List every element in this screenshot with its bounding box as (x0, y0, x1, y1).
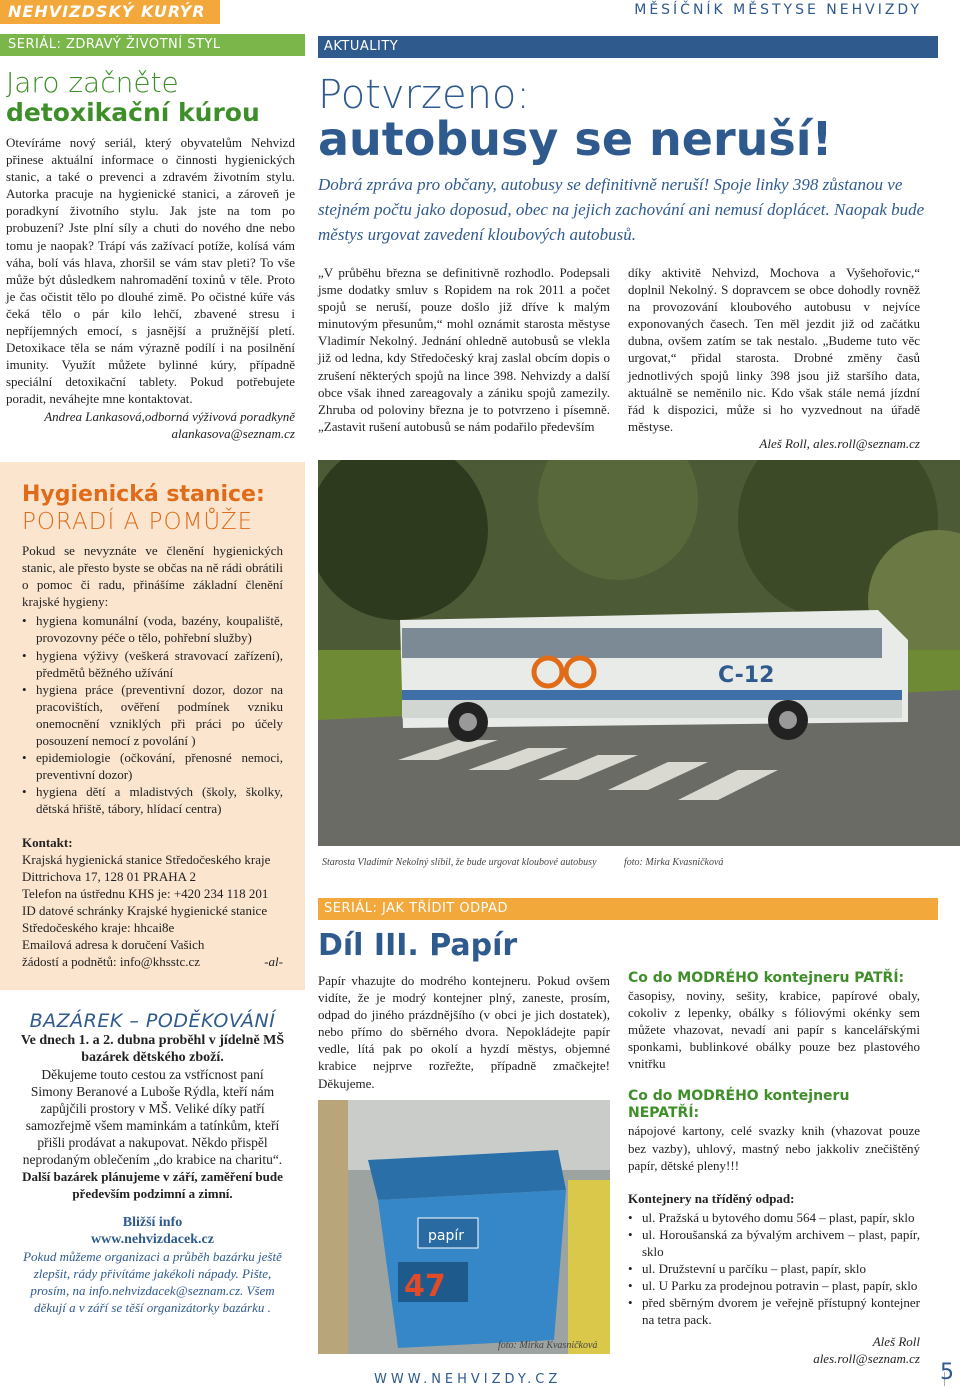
aktuality-title-bold: autobusy se neruší! (318, 112, 833, 166)
hygiene-subtitle: PORADÍ A POMŮŽE (22, 509, 254, 535)
list-item: • hygiena komunální (voda, bazény, koupaliště, provozovny péče o tělo, pohřební služby) (22, 612, 283, 646)
list-item: • hygiena dětí a mladistvých (školy, školky, dětská hřiště, tábory, hlídací centra) (22, 783, 283, 817)
hygiene-contact-line: ID datové schránky Krajské hygienické stanice Středočeského kraje: hhcai8e (22, 902, 268, 935)
serial-health-title-bold: detoxikační kúrou (6, 98, 260, 127)
masthead: NEHVIZDSKÝ KURÝR (0, 0, 220, 24)
places-list (628, 1209, 920, 1329)
page-number: 5 (940, 1360, 954, 1385)
odpad-email[interactable]: ales.roll@seznam.cz (813, 1350, 920, 1366)
serial-health (0, 34, 305, 442)
hygiene-intro: Pokud se nevyznáte ve členění hygienických stanic, ale přesto byste se občas na ně rádi obrátili o pomoc či radu, přinášíme základní členění krajské hygieny: (22, 543, 283, 610)
bazar-italic: Pokud můžeme organizaci a průběh bazárku ještě zlepšit, rády přivítáme jakékoli nápady. Pište, prosím, na info.nehvizdacek@seznam.cz. Všem děkují a v září se těší organizátorky bazárku . (23, 1249, 282, 1315)
bazar-text-1: Děkujeme touto cestou za vstřícnost paní Simony Beranové a Luboše Rýdla, kteří nám zapůjčili prostory v MŠ. Veliké díky patří samozřejmě všem maminkám a tatínkům, kteří přišli prodávat a nakupovat. Někdo přispěl neprodaným oblečením „do krabice na charitu“. (22, 1067, 283, 1167)
aktuality-author: Aleš Roll, ales.roll@seznam.cz (759, 435, 920, 451)
hygiene-contact-line: Telefon na ústřednu KHS je: +420 234 118 201 (22, 885, 269, 901)
bazar-bold-1: Ve dnech 1. a 2. dubna proběhl v jídelně MŠ bazárek dětského zboží. (20, 1033, 285, 1065)
aktuality-col-2: díky aktivitě Nehvizd, Mochova a Vyšehořovic,“ doplnil Nekolný. S dopravcem se obce dohodly rovněž na provozování kloubového autobusu v nejvíce exponovaných časech. Ten měl jezdit již od začátku dubna, ovšem zatím se tak nestalo. „Budeme tuto věc urgovat,“ přidal starosta. Drobné změny časů jednotlivých spojů linky 398 jsou již staršího data, aktuálně se neměnilo nic. Kdo však stále nemá jízdní řád k dispozici, může si ho vyzvednout na úřadě městyse. (628, 265, 920, 434)
list-item: • hygiena výživy (veškerá stravovací zařízení), předmětů běžného užívání (22, 647, 283, 681)
list-item: • ul. Družstevní u parčíku – plast, papír, sklo (628, 1260, 920, 1277)
list-item: • hygiena práce (preventivní dozor, dozor na pracovištích, ověření podmínek vzniku onemocnění vzniklých při práci po účely posouzení nemocí z povolání ) (22, 681, 283, 749)
hygiene-contact-line: Krajská hygienická stanice Středočeského kraje (22, 851, 271, 867)
aktuality-col-1: „V průběhu března se definitivně rozhodlo. Podepsali jsme dodatky smluv s Ropidem na rok 2011 a počet spojů se neruší, pouze došlo již dříve k malým minutovým přesunům,“ mohl oznámit starosta městyse Vladimír Nekolný. Jednání ohledně autobusů se vlekla již od ledna, kdy Středočeský kraj zaslal obcím dopis o zrušení některých spojů na lince 398. Nehvizdy a další obce však ihned zareagovaly a zániku spojů zamezily. Zhruba od poloviny března je to potvrzeno i písemně. „Zastavit rušení autobusů se nám podařilo především (318, 265, 610, 434)
bazar-section (0, 1010, 305, 1316)
bus-photo-credit: foto: Mirka Kvasničková (624, 857, 724, 868)
odpad-author: Aleš Roll (872, 1333, 920, 1349)
odpad-right-column (628, 970, 920, 1367)
odpad-text: Papír vhazujte do modrého kontejneru. Pokud ovšem vidíte, že je modrý kontejner plný, zaneste, prosím, odpad do jiného prázdnějšího (v obci je jich dostatek), nebo přímo do sběrného dvora. Nepokládejte papír vedle, lítá pak po okolí a hyzdí městys, objemné krabice nejprve rozřežte, případně zmačkejte! Děkujeme. (318, 973, 610, 1091)
bus-illustration (400, 610, 908, 742)
bins-photo-credit: foto: Mirka Kvasničková (498, 1340, 598, 1351)
aktuality-col-2-wrap (628, 264, 920, 452)
list-item: • před sběrným dvorem je veřejně přístupný kontejner na tetra pack. (628, 1294, 920, 1328)
bin-number: 47 (404, 1269, 446, 1304)
footer-web[interactable]: WWW.NEHVIZDY.CZ (374, 1372, 562, 1387)
odpad-label: SERIÁL: JAK TŘÍDIT ODPAD (318, 898, 938, 920)
bazar-web-link[interactable]: www.nehvizdacek.cz (91, 1232, 214, 1247)
hygiene-contact-label: Kontakt: (22, 834, 73, 850)
bins-photo (318, 1100, 610, 1354)
hygiene-contact-line: Dittrichova 17, 128 01 PRAHA 2 (22, 868, 197, 884)
hygiene-box (0, 462, 305, 990)
bus-photo (318, 460, 960, 846)
places-title: Kontejnery na tříděný odpad: (628, 1190, 795, 1206)
aktuality-title-thin: Potvrzeno: (318, 72, 530, 118)
bazar-info-label: Bližší info (122, 1215, 183, 1230)
no-text: nápojové kartony, celé svazky knih (vhazovat pouze bez vazby), uhlový, mastný nebo jakkoliv znečištěný papír, dětské pleny!!! (628, 1123, 920, 1173)
hygiene-title: Hygienická stanice: (22, 482, 265, 507)
serial-health-text: Otevíráme nový seriál, který obyvatelům Nehvizd přinese aktuální informace o činnosti hygienických stanic, a také o prevenci a zdravém životním stylu. Autorka pracuje na hygienické stanici, a zároveň je poradkyní životního stylu. Jak jste na tom po probuzení? Jste plní síly a chuti do nového dne nebo tomu je naopak? Trápí vás zažívací potíže, kolísá vám váha, bolí vás hlava, zhoršil se vám stav pleti? To vše může být důsledkem nahromadění toxinů v těle. Proto je čas očistit tělo po dlouhé zimě. Po očistné kúře vás čeká tělo o pár kilo lehčí, zbavené stresu i nepříjemných emocí, s jasnější a pružnější pletí. Detoxikace těla se nám výrazně podílí i na posilnění imunity. Využít můžete bylinné kúry, případně speciální detoxikační tablety. Pokud potřebujete poradit, neváhejte mne kontaktovat. (6, 135, 295, 407)
serial-health-author: Andrea Lankasová,odborná výživová poradkyně (44, 408, 295, 424)
aktuality-label: AKTUALITY (318, 36, 938, 58)
bazar-title: BAZÁREK – PODĚKOVÁNÍ (29, 1010, 276, 1032)
odpad-title: Díl III. Papír (318, 928, 518, 963)
serial-health-label: SERIÁL: ZDRAVÝ ŽIVOTNÍ STYL (0, 34, 305, 56)
list-item: • ul. Pražská u bytového domu 564 – plast, papír, sklo (628, 1209, 920, 1226)
hygiene-contact-line: Emailová adresa k doručení Vašich žádostí a podnětů: info@khsstc.cz (22, 937, 205, 970)
list-item: • epidemiologie (očkování, přenosné nemoci, preventivní dozor) (22, 749, 283, 783)
bus-route-label: C-12 (718, 663, 775, 688)
aktuality-lead: Dobrá zpráva pro občany, autobusy se definitivně neruší! Spoje linky 398 zůstanou ve stejném počtu jako doposud, obec na jejich zachování ani nemusí doplácet. Naopak bude městys urgovat zavedení kloubových autobusů. (318, 175, 925, 244)
hygiene-list (22, 612, 283, 817)
list-item: • ul. U Parku za prodejnou potravin – plast, papír, sklo (628, 1277, 920, 1294)
hygiene-signature: -al- (264, 954, 283, 970)
bazar-bold-2: Další bazárek plánujeme v září, zaměření bude především podzimní a zimní. (22, 1169, 283, 1201)
bin-label: papír (428, 1228, 464, 1244)
yes-text: časopisy, noviny, sešity, krabice, papírové obaly, cokoliv z lepenky, obálky s fóliovými okénky sem můžete vhazovat, nevadí ani papír s kancelářskými sponkami, bublinkové obálky pouze bez plastového vnitřku (628, 988, 920, 1072)
list-item: • ul. Horoušanská za bývalým archivem – plast, papír, sklo (628, 1226, 920, 1260)
monthly-label: MĚSÍČNÍK MĚSTYSE NEHVIZDY (634, 2, 922, 18)
yes-title: Co do MODRÉHO kontejneru PATŘÍ: (628, 970, 905, 986)
serial-health-title-thin: Jaro začněte (6, 66, 179, 99)
bus-photo-caption: Starosta Vladimír Nekolný slíbil, že bude urgovat kloubové autobusy (322, 857, 597, 868)
no-title: Co do MODRÉHO kontejneru NEPATŘÍ: (628, 1088, 850, 1122)
serial-health-email[interactable]: alankasova@seznam.cz (171, 425, 295, 441)
